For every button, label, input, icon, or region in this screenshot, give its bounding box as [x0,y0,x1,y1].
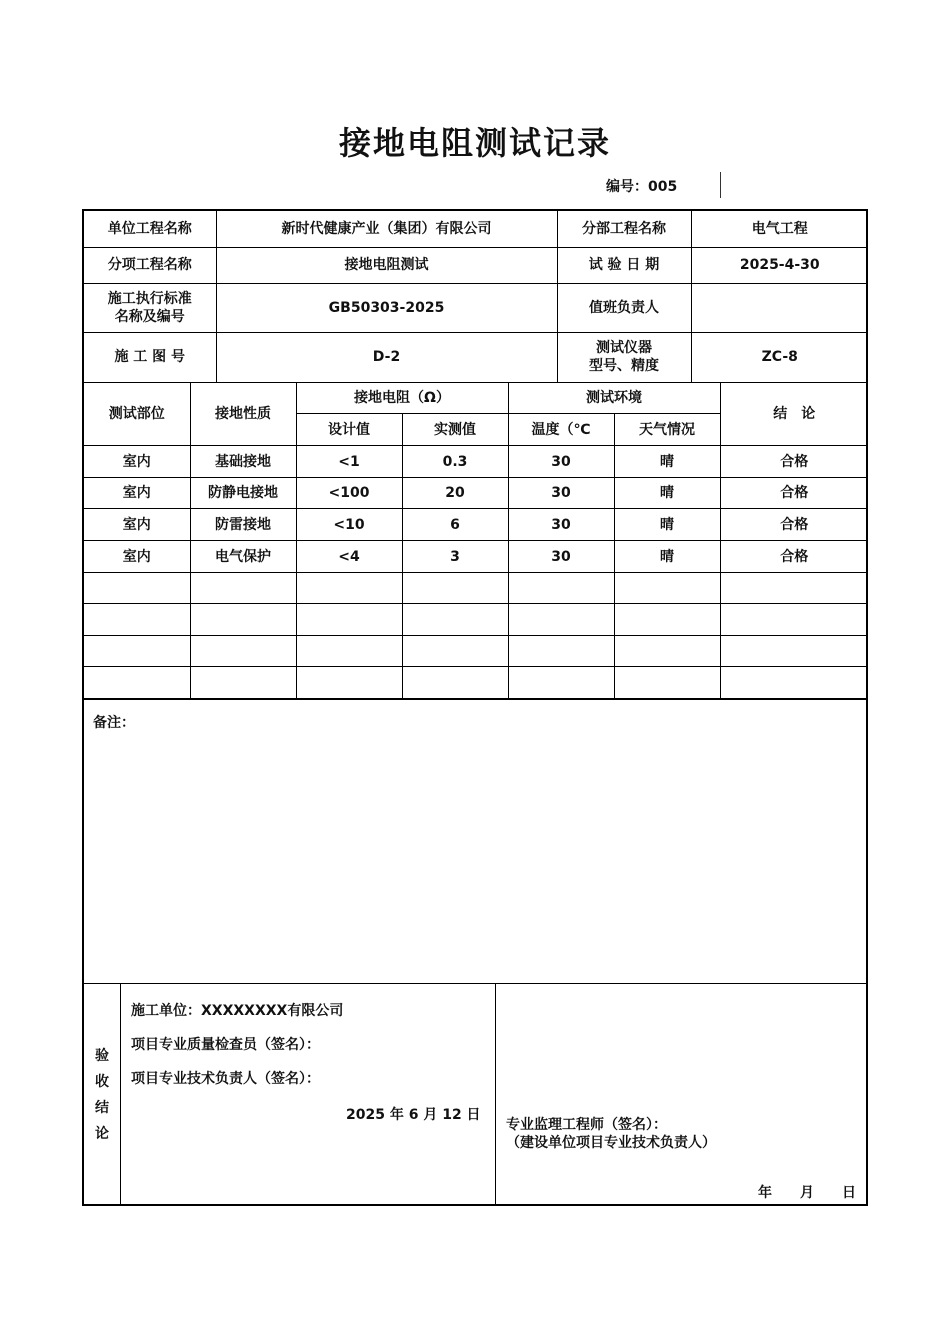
table-row [84,541,868,573]
cell-conclusion: 合格 [720,509,868,541]
cell-weather: 晴 [614,446,720,478]
cell-measured: 0.3 [402,446,508,478]
cell-conclusion: 合格 [720,478,868,509]
cell-conclusion: 合格 [720,541,868,573]
owner-lead-note: （建设单位项目专业技术负责人） [506,1135,716,1151]
empty-row [84,573,868,604]
page-title: 接地电阻测试记录 [338,124,611,162]
col-design-header: 设计值 [296,414,402,446]
item-project-value: 接地电阻测试 [216,247,557,283]
remarks-section [84,699,866,983]
cell-weather: 晴 [614,509,720,541]
cell-nature: 基础接地 [190,446,296,478]
duty-label: 值班负责人 [557,283,691,332]
quality-inspector-signature: 项目专业质量检查员（签名）： [131,1037,320,1053]
duty-value [691,283,868,332]
cell-location: 室内 [84,509,190,541]
instrument-label-line-2: 型号、精度 [589,358,659,374]
instrument-label-line-1: 测试仪器 [596,340,652,356]
col-weather-header: 天气情况 [614,414,720,446]
empty-row [84,667,868,699]
tech-lead-signature: 项目专业技术负责人（签名）： [131,1071,320,1087]
record-sheet [82,209,868,1206]
cell-nature: 防静电接地 [190,478,296,509]
table-row [84,509,868,541]
supervisor-panel [496,984,866,1205]
cell-design: <100 [296,478,402,509]
cell-location: 室内 [84,541,190,573]
col-temp-header: 温度（℃ [508,414,614,446]
instrument-label [557,332,691,382]
remarks-label: 备注： [93,715,135,731]
cell-measured: 20 [402,478,508,509]
info-table [84,211,868,383]
contractor-panel [121,984,496,1205]
test-date-value: 2025-4-30 [691,247,868,283]
acceptance-char: 论 [95,1125,109,1142]
supervisor-signature: 专业监理工程师（签名）： [506,1117,667,1133]
test-date-label: 试 验 日 期 [557,247,691,283]
cell-design: <4 [296,541,402,573]
cell-nature: 防雷接地 [190,509,296,541]
sub-project-value: 电气工程 [691,211,868,247]
col-measured-header: 实测值 [402,414,508,446]
table-row [84,446,868,478]
drawing-value: D-2 [216,332,557,382]
cell-nature: 电气保护 [190,541,296,573]
cell-temp: 30 [508,541,614,573]
cell-location: 室内 [84,478,190,509]
col-conclusion-header: 结 论 [720,383,868,446]
cell-temp: 30 [508,478,614,509]
cell-weather: 晴 [614,541,720,573]
cell-design: <1 [296,446,402,478]
measurement-table [84,383,868,700]
cell-measured: 6 [402,509,508,541]
acceptance-section [84,983,866,1205]
contractor-name: 施工单位：XXXXXXXX有限公司 [131,1003,344,1019]
acceptance-char: 验 [95,1047,109,1064]
document-number-divider [720,172,721,198]
standard-value: GB50303-2025 [216,283,557,332]
empty-row [84,604,868,636]
acceptance-char: 结 [95,1099,109,1116]
col-resistance-header: 接地电阻（Ω） [296,383,508,414]
supervisor-date: 年 月 日 [758,1185,856,1201]
cell-measured: 3 [402,541,508,573]
item-project-label: 分项工程名称 [84,247,216,283]
cell-weather: 晴 [614,478,720,509]
table-row [84,478,868,509]
acceptance-side-label [84,984,121,1205]
standard-label-line-1: 施工执行标准 [107,290,192,307]
empty-row [84,636,868,667]
col-location-header: 测试部位 [84,383,190,446]
standard-label-line-2: 名称及编号 [114,308,185,325]
drawing-label: 施 工 图 号 [84,332,216,382]
cell-conclusion: 合格 [720,446,868,478]
instrument-value: ZC-8 [691,332,868,382]
unit-project-label: 单位工程名称 [84,211,216,247]
acceptance-char: 收 [95,1073,109,1090]
cell-temp: 30 [508,509,614,541]
col-nature-header: 接地性质 [190,383,296,446]
contractor-date: 2025 年 6 月 12 日 [346,1107,481,1123]
sub-project-label: 分部工程名称 [557,211,691,247]
cell-temp: 30 [508,446,614,478]
standard-label [84,283,216,332]
unit-project-value: 新时代健康产业（集团）有限公司 [216,211,557,247]
cell-design: <10 [296,509,402,541]
document-number: 编号：005 [606,179,678,195]
cell-location: 室内 [84,446,190,478]
col-env-header: 测试环境 [508,383,720,414]
